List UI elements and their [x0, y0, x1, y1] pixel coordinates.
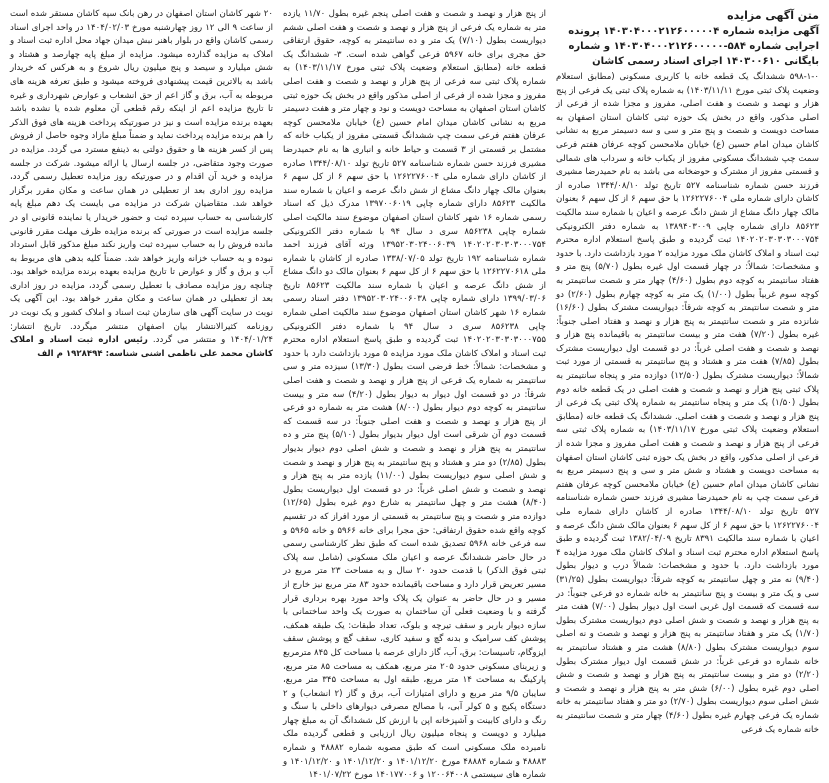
notice-signature: رئیس اداره ثبت اسناد و املاک کاشان محمد علی ناظمی اشنی شناسه: ۱۹۲۸۴۹۴ م الف	[10, 335, 273, 359]
notice-body-right: ۵۹۸-۱-۰ ششدانگ یک قطعه خانه با کاربری مسکونی (مطابق استعلام وضعیت پلاک ثبتی مورخ ۱۴۰۳/۱۱/۱۱) به شماره پلاک ثبتی یک فرعی از پنج هزار و نهصد و شصت و هفت اصلی، مفروز و مجزا شده از فرعی از اصلی مذکور، واقع در بخش یک حوزه ثبتی کاشان استان اصفهان به مساحت دویست و شصت و پنج متر و سی و سه دسیمتر مربع به نشانی کاشان میدان امام حسین (ع) خیابان ملامحسن کوچه عرفان هفتم فرعی سمت چپ ششدانگ مسکونی مفروز از یکباب خانه و سرداب های شمالی و قسمتی مفروز از مشترک و حوضخانه می باشد به نام حمیدرضا مشیری فرزند حسن شماره شناسنامه ۵۲۷ تاریخ تولد ۱۳۴۴/۰۸/۱۰ صادره از کاشان دارای شماره ملی ۱۲۶۲۲۷۶۰۰۴ با حق سهم ۶ از کل سهم ۶ بعنوان مالک چهار دانگ مشاع از شش دانگ عرصه و اعیان با شماره سند مالکیت ۸۵۶۲۳ دارای شماره چاپی ۱۳۸۹۴۰۳۰۰۹ به شماره دفتر الکترونیکی ۱۴۰۲۰۲۰۳۰۳۰۳۰۰۰۷۵۴ ثبت گردیده و طبق پاسخ استعلام اداره محترم ثبت اسناد و املاک کاشان ملک مورد مزایده ۲ مورد بازداشت دارد. با حدود و مشخصات: شمالاً: در چهار قسمت اول غیره بطول (۵/۷۰) پنج متر و هفتاد سانتیمتر به کوچه دوم بطول (۴/۶۰) چهار متر و شصت سانتیمتر به کوچه سوم غربیاً بطول (۱/۰۰) یک متر به کوچه چهارم بطول (۲/۶۰) دو متر و شصت سانتیمتر به کوچه شرقاً: دیواریست مشترک بطول (۱۶/۶۰) شانزده متر و شصت سانتیمتر به پنج هزار و نهصد و هفتاد اصلی جنوباً: غیره بطول (۷/۲۰) هفت متر و بیست سانتیمتر به باقیمانده پنج هزار و نهصد و شصت و هفت اصلی غرباً: در دو قسمت اول دیواریست مشترک بطول (۷/۸۵) هفت متر و هشتاد و پنج سانتیمتر به قسمتی از مورد ثبت شمالاً: دیواریست مشترک بطول (۱۲/۵۰) دوازده متر و پنجاه سانتیمتر به پلاک ثبتی پنج هزار و نهصد و شصت و هفت اصلی در یک قطعه خانه دوم بطول (۱/۵۰) یک متر و پنجاه سانتیمتر به شماره پلاک ثبتی یک فرعی از پنج هزار و نهصد و شصت و هفت اصلی. ششدانگ یک قطعه خانه (مطابق استعلام وضعیت پلاک ثبتی مورخ ۱۴۰۳/۱۱/۱۷) به شماره پلاک ثبتی سه فرعی از پنج هزار و نهصد و شصت و هفت اصلی مفروز و مجزا شده از فرعی از اصلی مذکور، واقع در بخش یک حوزه ثبتی کاشان استان اصفهان به مساحت دویست و هشتاد و شش متر و سی و پنج دسیمتر مربع به نشانی کاشان میدان امام حسین (ع) خیابان ملامحسن کوچه عرفان هفتم فرعی سمت چپ به نام حمیدرضا مشیری فرزند حسن شماره شناسنامه ۵۲۷ تاریخ تولد ۱۳۴۴/۰۸/۱۰ صادره از کاشان دارای شماره ملی ۱۲۶۲۲۷۶۰۰۴ با حق سهم ۶ از کل سهم ۶ بعنوان مالک شش دانگ عرصه و اعیان با شماره سند مالکیت ۸۳۹۱ تاریخ ۱۳۸۲/۰۴/۰۹ ثبت گردیده و طبق پاسخ استعلام اداره محترم ثبت اسناد و املاک کاشان ملک مورد مزایده ۴ مورد بازداشت دارد. با حدود و مشخصات: شمالاً درب و دیوار بطول (۹/۴۰) نه متر و چهل سانتیمتر به کوچه شرقاً: دیواریست بطول (۳۱/۲۵) سی و یک متر و بیست و پنج سانتیمتر به خانه شماره دو فرعی جنوباً: در سه قسمت که قسمت اول غربی است اول دیوار بطول (۷/۰۰) هفت متر به پنج هزار و نهصد و شصت و شش اصلی دوم دیواریست مشترک بطول (۱/۷۰) یک متر و هفتاد سانتیمتر به پنج هزار و نهصد و شصت و نه اصلی سوم دیواریست مشترک بطول (۸/۸۰) هشت متر و هشتاد سانتیمتر به خانه شماره دو فرعی غرباً: در شش قسمت اول دیوار مشترک بطول (۲/۲۰) دو متر و بیست سانتیمتر به پنج هزار و نهصد و شصت و شش اصلی دوم غیره بطول (۶/۰۰) شش متر به پنج هزار و نهصد و شصت و شش اصلی سوم دیواریست بطول (۲/۷۰) دو متر و هفتاد سانتیمتر به خانه شماره یک فرعی چهارم غیره بطول (۴/۶۰) چهار متر و شصت سانتیمتر به خانه شماره یک فرعی	[556, 72, 820, 735]
notice-title: متن آگهی مزایده	[727, 9, 819, 22]
notice-body-middle: از پنج هزار و نهصد و شصت و هفت اصلی پنجم غیره بطول ۱۱/۷۰ یازده متر به شماره یک فرعی از پنج هزار و نهصد و شصت و هفت اصلی ششم دیواریست بطول (۷/۱۰) یک متر و ده سانتیمتر به کوچه، حقوق ارتفاقی حق مجری برای خانه ۵۹۶۷ فرعی گواهی شده است. ۳- ششدانگ یک قطعه خانه (مطابق استعلام وضعیت پلاک ثبتی مورخ ۱۴۰۳/۱۱/۱۷) به شماره پلاک ثبتی سه فرعی از پنج هزار و نهصد و شصت و هفت اصلی مفروز و مجزا شده از فرعی از اصلی مذکور واقع در بخش یک حوزه ثبتی کاشان استان اصفهان به مساحت دویست و نود و چهار متر و هفت دسیمتر مربع به نشانی کاشان میدان امام حسین (ع) خیابان ملامحسن کوچه عرفان هفتم فرعی سمت چپ ششدانگ قسمتی مفروز از یکباب خانه که مشتمل بر قسمتی از ۳ قسمت و حیاط خانه و انباری ها به نام حمیدرضا مشیری فرزند حسن شماره شناسنامه ۵۲۷ تاریخ تولد ۱۳۴۴/۰۸/۱۰ صادره از کاشان دارای شماره ملی ۱۲۶۲۲۷۶۰۰۴ با حق سهم ۶ از کل سهم ۶ بعنوان مالک چهار دانگ مشاع از شش دانگ عرصه و اعیان با شماره سند مالکیت ۸۵۶۲۳ دارای شماره چاپی ۱۳۹۷۰۰۶۰۱۹ مدرک ذیل که اسناد رسمی شماره ۱۶ شهر کاشان استان اصفهان موضوع سند مالکیت اصلی شماره چاپی ۸۵۶۲۳۸ سری د سال ۹۴ با شماره دفتر الکترونیکی ۱۴۰۲۰۲۰۳۰۳۰۳۰۰۰۷۵۴ ۱۳۹۵۲۰۳۰۲۴۰۰۶۰۳۹ ورثه آقای فرزند احمد شماره شناسنامه ۱۹۲ تاریخ تولد ۱۳۳۸/۰۷/۰۵ صادره از کاشان با شماره ملی ۱۲۶۲۲۷۰۶۱۸ با حق سهم ۶ از کل سهم ۶ بعنوان مالک دو دانگ مشاع از شش دانگ عرصه و اعیان با شماره سند مالکیت ۸۵۶۲۳ تاریخ ۱۳۹۹/۰۳/۰۶ دارای شماره چاپی ۱۳۹۵۲۰۳۰۲۴۰۰۶۰۳۸ دفتر اسناد رسمی شماره ۱۶ شهر کاشان استان اصفهان موضوع سند مالکیت اصلی شماره چاپی ۸۵۶۲۳۸ سری د سال ۹۴ با شماره دفتر الکترونیکی ۱۴۰۲۰۲۰۳۰۳۰۳۰۰۰۷۵۵ ثبت گردیده و طبق پاسخ استعلام اداره محترم ثبت اسناد و املاک کاشان ملک مورد مزایده ۵ مورد بازداشت دارد با حدود و مشخصات: شمالاً: خط فرضی است بطول (۱۳/۳۰) سیزده متر و سی سانتیمتر به شماره یک فرعی از پنج هزار و نهصد و شصت و هفت اصلی شرقاً: در دو قسمت اول دیوار به دیوار بطول (۴/۲۰) سه متر و بیست سانتیمتر به کوچه دوم دیوار بطول (۸/۰۰) هشت متر به شماره دو فرعی از پنج هزار و نهصد و شصت و هفت اصلی جنوباً: در سه قسمت که قسمت دوم آن شرقی است اول دیوار بدیوار بطول (۵/۱۰) پنج متر و ده سانتیمتر به پنج هزار و نهصد و شصت و شش اصلی دوم دیوار بدیوار بطول (۲/۸۵) دو متر و هشتاد و پنج سانتیمتر به پنج هزار و نهصد و شصت و شش اصلی سوم دیواریست بطول (۱۱/۰۰) یازده متر به پنج هزار و نهصد و شصت و شش اصلی غرباً: در دو قسمت اول دیواریست بطول (۸/۴۰) هشت متر و چهل سانتیمتر به شارع دوم غیره بطول (۱۲/۶۵) دوازده متر و شصت و پنج سانتیمتر به قسمتی از مورد افراز که در تقسیم کوچه واقع شده حقوق ارتفاقی: حق مجرا برای خانه ۵۹۶۶ و خانه ۵۹۶۵ و سه فرعی خانه ۵۹۶۸ تصدیق شده است که طبق نظر کارشناسی رسمی در حال حاضر ششدانگ عرصه و اعیان ملک مسکونی (شامل سه پلاک ثبتی فوق الذکر) با قدمت حدود ۲۰ سال و به مساحت ۲۳ متر مربع در مسیر تعریض قرار دارد و مساحت باقیمانده حدود ۸۳ متر مربع نیز خارج از مسیر و در حال حاضر به عنوان یک پلاک واحد مورد بهره برداری قرار گرفته و با وضعیت فعلی آن ساختمان به صورت یک واحد ساختمانی با سازه دیوار باربر و سقف تیرچه و بلوک، تعداد طبقات: یک طبقه همکف، پوشش کف سرامیک و بدنه گچ و سفید کاری، سقف گچ و پوشش سقف ایزوگام، تاسیسات: برق، آب، گاز دارای عرصه با مساحت کل ۸۴۵ مترمربع و زیربنای مسکونی حدود ۲۰۵ متر مربع، همکف به مساحت ۸۵ متر مربع، پارکینگ به مساحت ۱۴ متر مربع، طبقه اول به مساحت ۳۴۵ متر مربع، سایبان ۹/۵ متر مربع و دارای امتیازات آب، برق و گاز (۲ انشعاب) و ۲ دستگاه پکیج و ۵ کولر آبی، با مصالح مصرفی دیوارهای داخلی با سنگ و رنگ و دارای کابینت و آشپزخانه اپن با ارزش کل ششدانگ آن به مبلغ چهار میلیارد و دویست و پنجاه میلیون ریال ارزیابی و قطعی گردیده ملک نامبرده ملک مسکونی است که طبق مصوبه شماره ۴۸۸۸۲ و شماره ۴۸۸۸۳ و شماره ۴۸۸۸۴ مورخ ۱۴۰۱/۱۲/۲۰ و ۱۴۰۱/۱۲/۲۰ و ۱۴۰۱/۱۲/۲۰ و شماره های سیستمی ۱۲۰۰۶۴۰۰۸ و ۱۴۰۱۷۷۰۰۶ مورخ ۱۴۰۱/۰۷/۲۲	[283, 9, 547, 781]
column-middle	[283, 8, 547, 781]
notice-subtitle: آگهی مزایده شماره ۱۴۰۳۰۴۰۰۰۲۱۲۶۰۰۰۰۰۴ پرونده اجرایی شماره ۵۸۴-۱۴۰۳۰۴۰۰۰۲۱۲۶۰۰۰۰۰ و شماره بایگانی ۱۴۰۳۰۰۶۱۰ اجرای اسناد رسمی کاشان	[568, 26, 819, 67]
column-right	[556, 8, 820, 735]
notice-body-left	[10, 8, 273, 361]
notice-body-left-text: ۲۰ شهر کاشان استان اصفهان در رهن بانک سپه کاشان مستقر شده است از ساعت ۹ الی ۱۲ روز چهارشنبه مورخ ۱۴۰۴/۰۲/۰۳ در واحد اجرای اسناد رسمی کاشان واقع در بلوار باهنر نبش میدان جهاد محل اداره ثبت اسناد و املاک به مزایده گذارده میشود. مزایده از مبلغ پایه چهارصد و هشتاد و شش میلیارد و سیصد و پنج میلیون ریال شروع و به هرکس که خریدار باشد به بالاترین قیمت پیشنهادی فروخته میشود و طبق تعرفه هزینه های مربوطه به آب، برق و گاز اعم از حق انشعاب و عوارض شهرداری و غیره تا تاریخ مزایده اعم از اینکه رقم قطعی آن معلوم شده یا نشده باشد بعهده برنده مزایده است و نیز در صورتیکه پرداخت هزینه های فوق الذکر را هم برنده مزایده پرداخت نماید و ضمناً مبلغ مازاد وجوه حاصل از فروش پس از کسر هزینه ها و حقوق دولتی به ذینفع مسترد می گردد. مزایده در صورت وجود متقاضی، در جلسه ارسال یا ارائه میشود. شرکت در جلسه مزایده و خرید آن اقدام و در صورتیکه روز مزایده تعطیل رسمی گردد، مزایده روز اداری بعد از تعطیلی در همان ساعت و مکان مقرر برگزار خواهد شد. متقاضیان شرکت در مزایده می بایست یک دهم مبلغ پایه کارشناسی به حساب سپرده ثبت و حضور خریدار یا نماینده قانونی او در جلسه مزایده است در صورتی که برنده مزایده ظرف مهلت مقرر قانونی مانده فروش را به حساب سپرده ثبت واریز نکند مبلغ مذکور قابل استرداد نبوده و به حساب خزانه واریز خواهد شد. ضمناً کلیه بدهی های مربوط به آب و برق و گاز و عوارض تا تاریخ مزایده بعهده برنده مزایده خواهد بود. چنانچه روز مزایده مصادف با تعطیل رسمی گردد، مزایده در روز اداری بعد از تعطیلی در همان ساعت و مکان مقرر خواهد بود. این آگهی یک نوبت در سایت آگهی های سازمان ثبت اسناد و املاک کشور و یک نوبت در روزنامه کثیرالانتشار بیان اصفهان منتشر میگردد. تاریخ انتشار: ۱۴۰۴/۰۱/۲۴ و منتشر می گردد.	[10, 9, 274, 346]
column-left	[10, 8, 273, 616]
notice-header	[556, 8, 819, 69]
